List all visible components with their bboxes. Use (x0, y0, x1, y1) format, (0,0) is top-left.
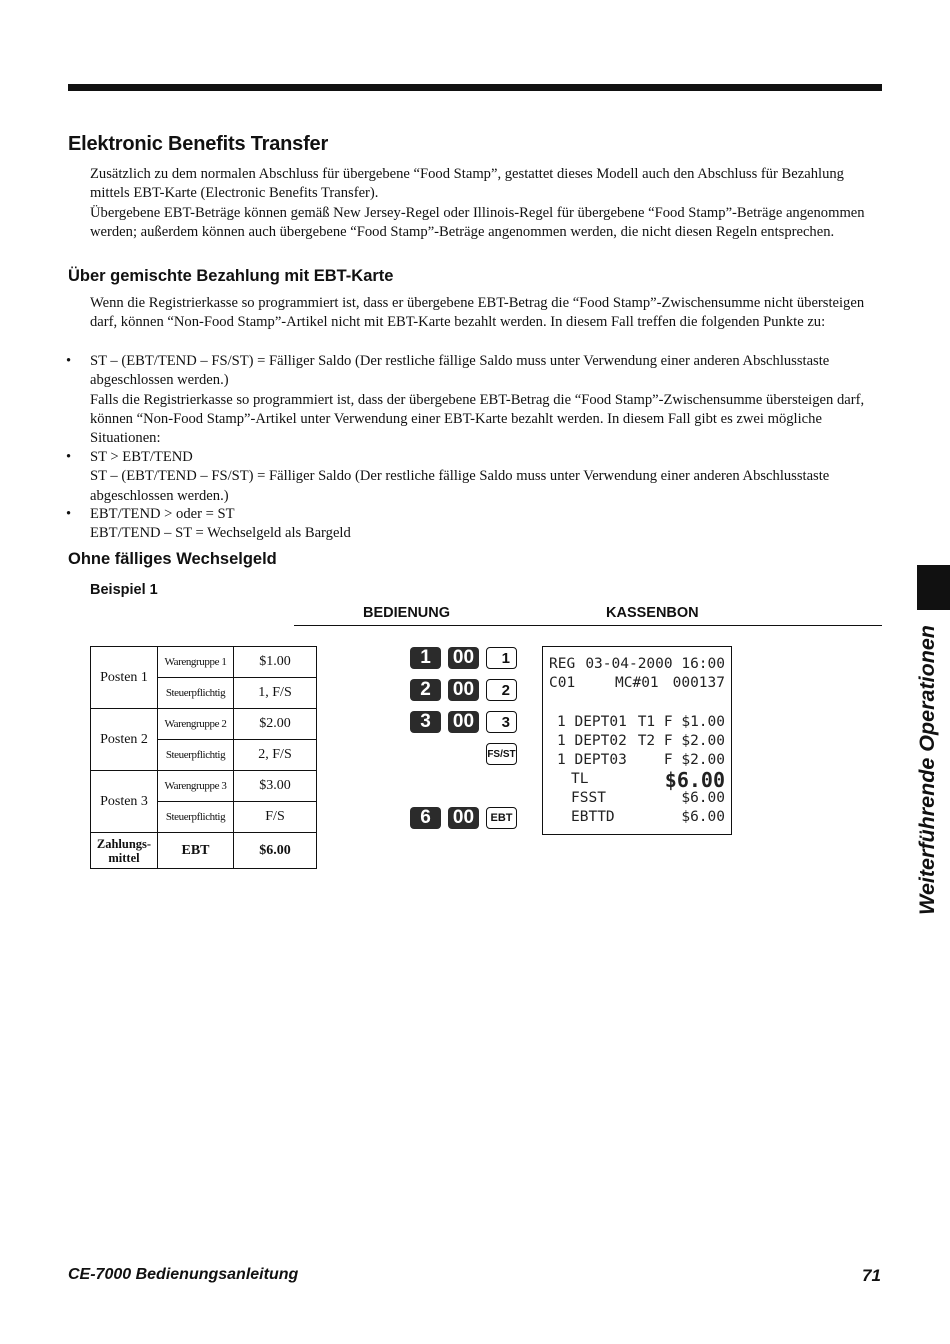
payment-label (91, 833, 158, 869)
page-title: Elektronic Benefits Transfer (68, 133, 329, 155)
payment-label-line2: mittel (108, 850, 140, 865)
item-tax-label: Steuerpflichtig (158, 678, 234, 709)
item-price: $3.00 (234, 771, 317, 802)
bullet-1-text (90, 352, 876, 448)
item-tax-label: Steuerpflichtig (158, 740, 234, 771)
payment-method: EBT (158, 833, 234, 869)
column-heading-operation: BEDIENUNG (363, 605, 451, 621)
key-1: 1 (410, 647, 441, 669)
payment-row (91, 833, 317, 869)
receipt-total-value: $6.00 (664, 768, 725, 792)
footer-manual-title: CE-7000 Bedienungsanleitung (68, 1266, 299, 1283)
bullet-marker-3: • (66, 506, 72, 522)
bullet-2-content: ST – (EBT/TEND – FS/ST) = Fälliger Saldo (Der restliche fällige Saldo muss unter Verwendung einer anderen Abschlusstaste abgeschlossen werden.) (90, 468, 830, 504)
item-dept-label: Warengruppe 3 (158, 771, 234, 802)
receipt-item-amount: T1 F $1.00 (637, 714, 725, 730)
item-table (90, 646, 317, 869)
bullet-1-content: ST – (EBT/TEND – FS/ST) = Fälliger Saldo (Der restliche fällige Saldo muss unter Verwendung einer anderen Abschlusstaste abgeschlossen werden.) (90, 353, 830, 389)
item-name: Posten 2 (91, 709, 158, 771)
item-tax: 1, F/S (234, 678, 317, 709)
mixed-payment-paragraph-1 (90, 294, 876, 333)
side-tab-marker (917, 565, 950, 610)
receipt-line-info (549, 675, 725, 694)
column-rule (294, 625, 882, 626)
key-00: 00 (448, 647, 479, 669)
key-00: 00 (448, 711, 479, 733)
dept-key-3: 3 (486, 711, 517, 733)
bullet-3-content: EBT/TEND – ST = Wechselgeld als Bargeld (90, 525, 351, 542)
receipt (542, 646, 732, 835)
receipt-ebt-value: $6.00 (681, 809, 725, 825)
receipt-item-line (549, 733, 725, 752)
receipt-item-dept: 1 DEPT02 (557, 733, 627, 749)
intro-paragraph-1: Zusätzlich zu dem normalen Abschluss für übergebene “Food Stamp”, gestattet dieses Modell auch den Abschluss für Bezahlung mittels EBT-Karte (Electronic Benefits Transfer). (90, 166, 844, 202)
receipt-fsst-line (549, 790, 725, 809)
item-tax: F/S (234, 802, 317, 833)
dept-key-1: 1 (486, 647, 517, 669)
receipt-datetime: 03-04-2000 16:00 (585, 656, 725, 672)
key-00: 00 (448, 807, 479, 829)
receipt-item-amount: F $2.00 (663, 752, 725, 768)
section-heading-mixed-payment: Über gemischte Bezahlung mit EBT-Karte (68, 267, 394, 285)
item-name: Posten 1 (91, 647, 158, 709)
item-price: $2.00 (234, 709, 317, 740)
receipt-total-label: TL (571, 771, 589, 787)
receipt-machine: MC#01 (615, 675, 659, 691)
top-rule (68, 84, 882, 91)
receipt-item-dept: 1 DEPT01 (557, 714, 627, 730)
receipt-fsst-value: $6.00 (681, 790, 725, 806)
item-tax-label: Steuerpflichtig (158, 802, 234, 833)
mixed-paragraph-2-text: Falls die Registrierkasse so programmiert ist, dass der übergebene EBT-Betrag die “Food Stamp”-Zwischensumme übersteigen darf, können “Non-Food Stamp”-Artikel unter Verwendung einer EBT-Karte bezahlt werden. In diesem Fall gibt es zwei mögliche Situationen: (90, 391, 865, 447)
bullet-2-text (90, 448, 876, 506)
table-row (91, 647, 317, 678)
footer-page-number: 71 (862, 1266, 881, 1285)
receipt-total-line (549, 768, 725, 792)
intro-text (90, 165, 876, 242)
bullet-marker-1: • (66, 353, 72, 369)
payment-label-line1: Zahlungs- (96, 836, 152, 851)
receipt-clerk: C01 (549, 675, 576, 691)
dept-key-2: 2 (486, 679, 517, 701)
bullet-marker-2: • (66, 449, 72, 465)
item-dept-label: Warengruppe 1 (158, 647, 234, 678)
bullet-3-title: EBT/TEND > oder = ST (90, 506, 235, 522)
receipt-item-amount: T2 F $2.00 (637, 733, 725, 749)
item-price: $1.00 (234, 647, 317, 678)
column-heading-receipt: KASSENBON (606, 605, 699, 621)
receipt-number: 000137 (672, 675, 725, 691)
bullet-2-title: ST > EBT/TEND (90, 449, 193, 465)
item-dept-label: Warengruppe 2 (158, 709, 234, 740)
example-heading: Beispiel 1 (90, 582, 158, 598)
receipt-ebt-line (549, 809, 725, 828)
receipt-mode: REG (549, 656, 576, 672)
bullet-3-text (90, 505, 876, 544)
table-row (91, 771, 317, 802)
key-00: 00 (448, 679, 479, 701)
key-6: 6 (410, 807, 441, 829)
table-row (91, 709, 317, 740)
receipt-ebt-label: EBTTD (571, 809, 615, 825)
receipt-item-dept: 1 DEPT03 (557, 752, 627, 768)
receipt-fsst-label: FSST (571, 790, 606, 806)
receipt-item-line (549, 714, 725, 733)
side-chapter-label: Weiterführende Operationen (915, 625, 939, 915)
ebt-key: EBT (486, 807, 517, 829)
section-heading-no-change: Ohne fälliges Wechselgeld (68, 550, 277, 568)
intro-paragraph-2: Übergebene EBT-Beträge können gemäß New Jersey-Regel oder Illinois-Regel für übergebene “Food Stamp”-Beträge angenommen werden; außerdem können auch übergebene “Food Stamp”-Beträge angenommen werden, die nicht diesen Regeln entsprechen. (90, 204, 865, 240)
key-3: 3 (410, 711, 441, 733)
item-tax: 2, F/S (234, 740, 317, 771)
receipt-line-header (549, 656, 725, 675)
key-2: 2 (410, 679, 441, 701)
mixed-paragraph-1-text: Wenn die Registrierkasse so programmiert ist, dass er übergebene EBT-Betrag die “Food Stamp”-Zwischensumme nicht übersteigen darf, können “Non-Food Stamp”-Artikel nicht mit EBT-Karte bezahlt werden. In diesem Fall treffen die folgenden Punkte zu: (90, 295, 865, 331)
item-name: Posten 3 (91, 771, 158, 833)
fs-st-key: FS/ST (486, 743, 517, 765)
payment-amount: $6.00 (234, 833, 317, 869)
